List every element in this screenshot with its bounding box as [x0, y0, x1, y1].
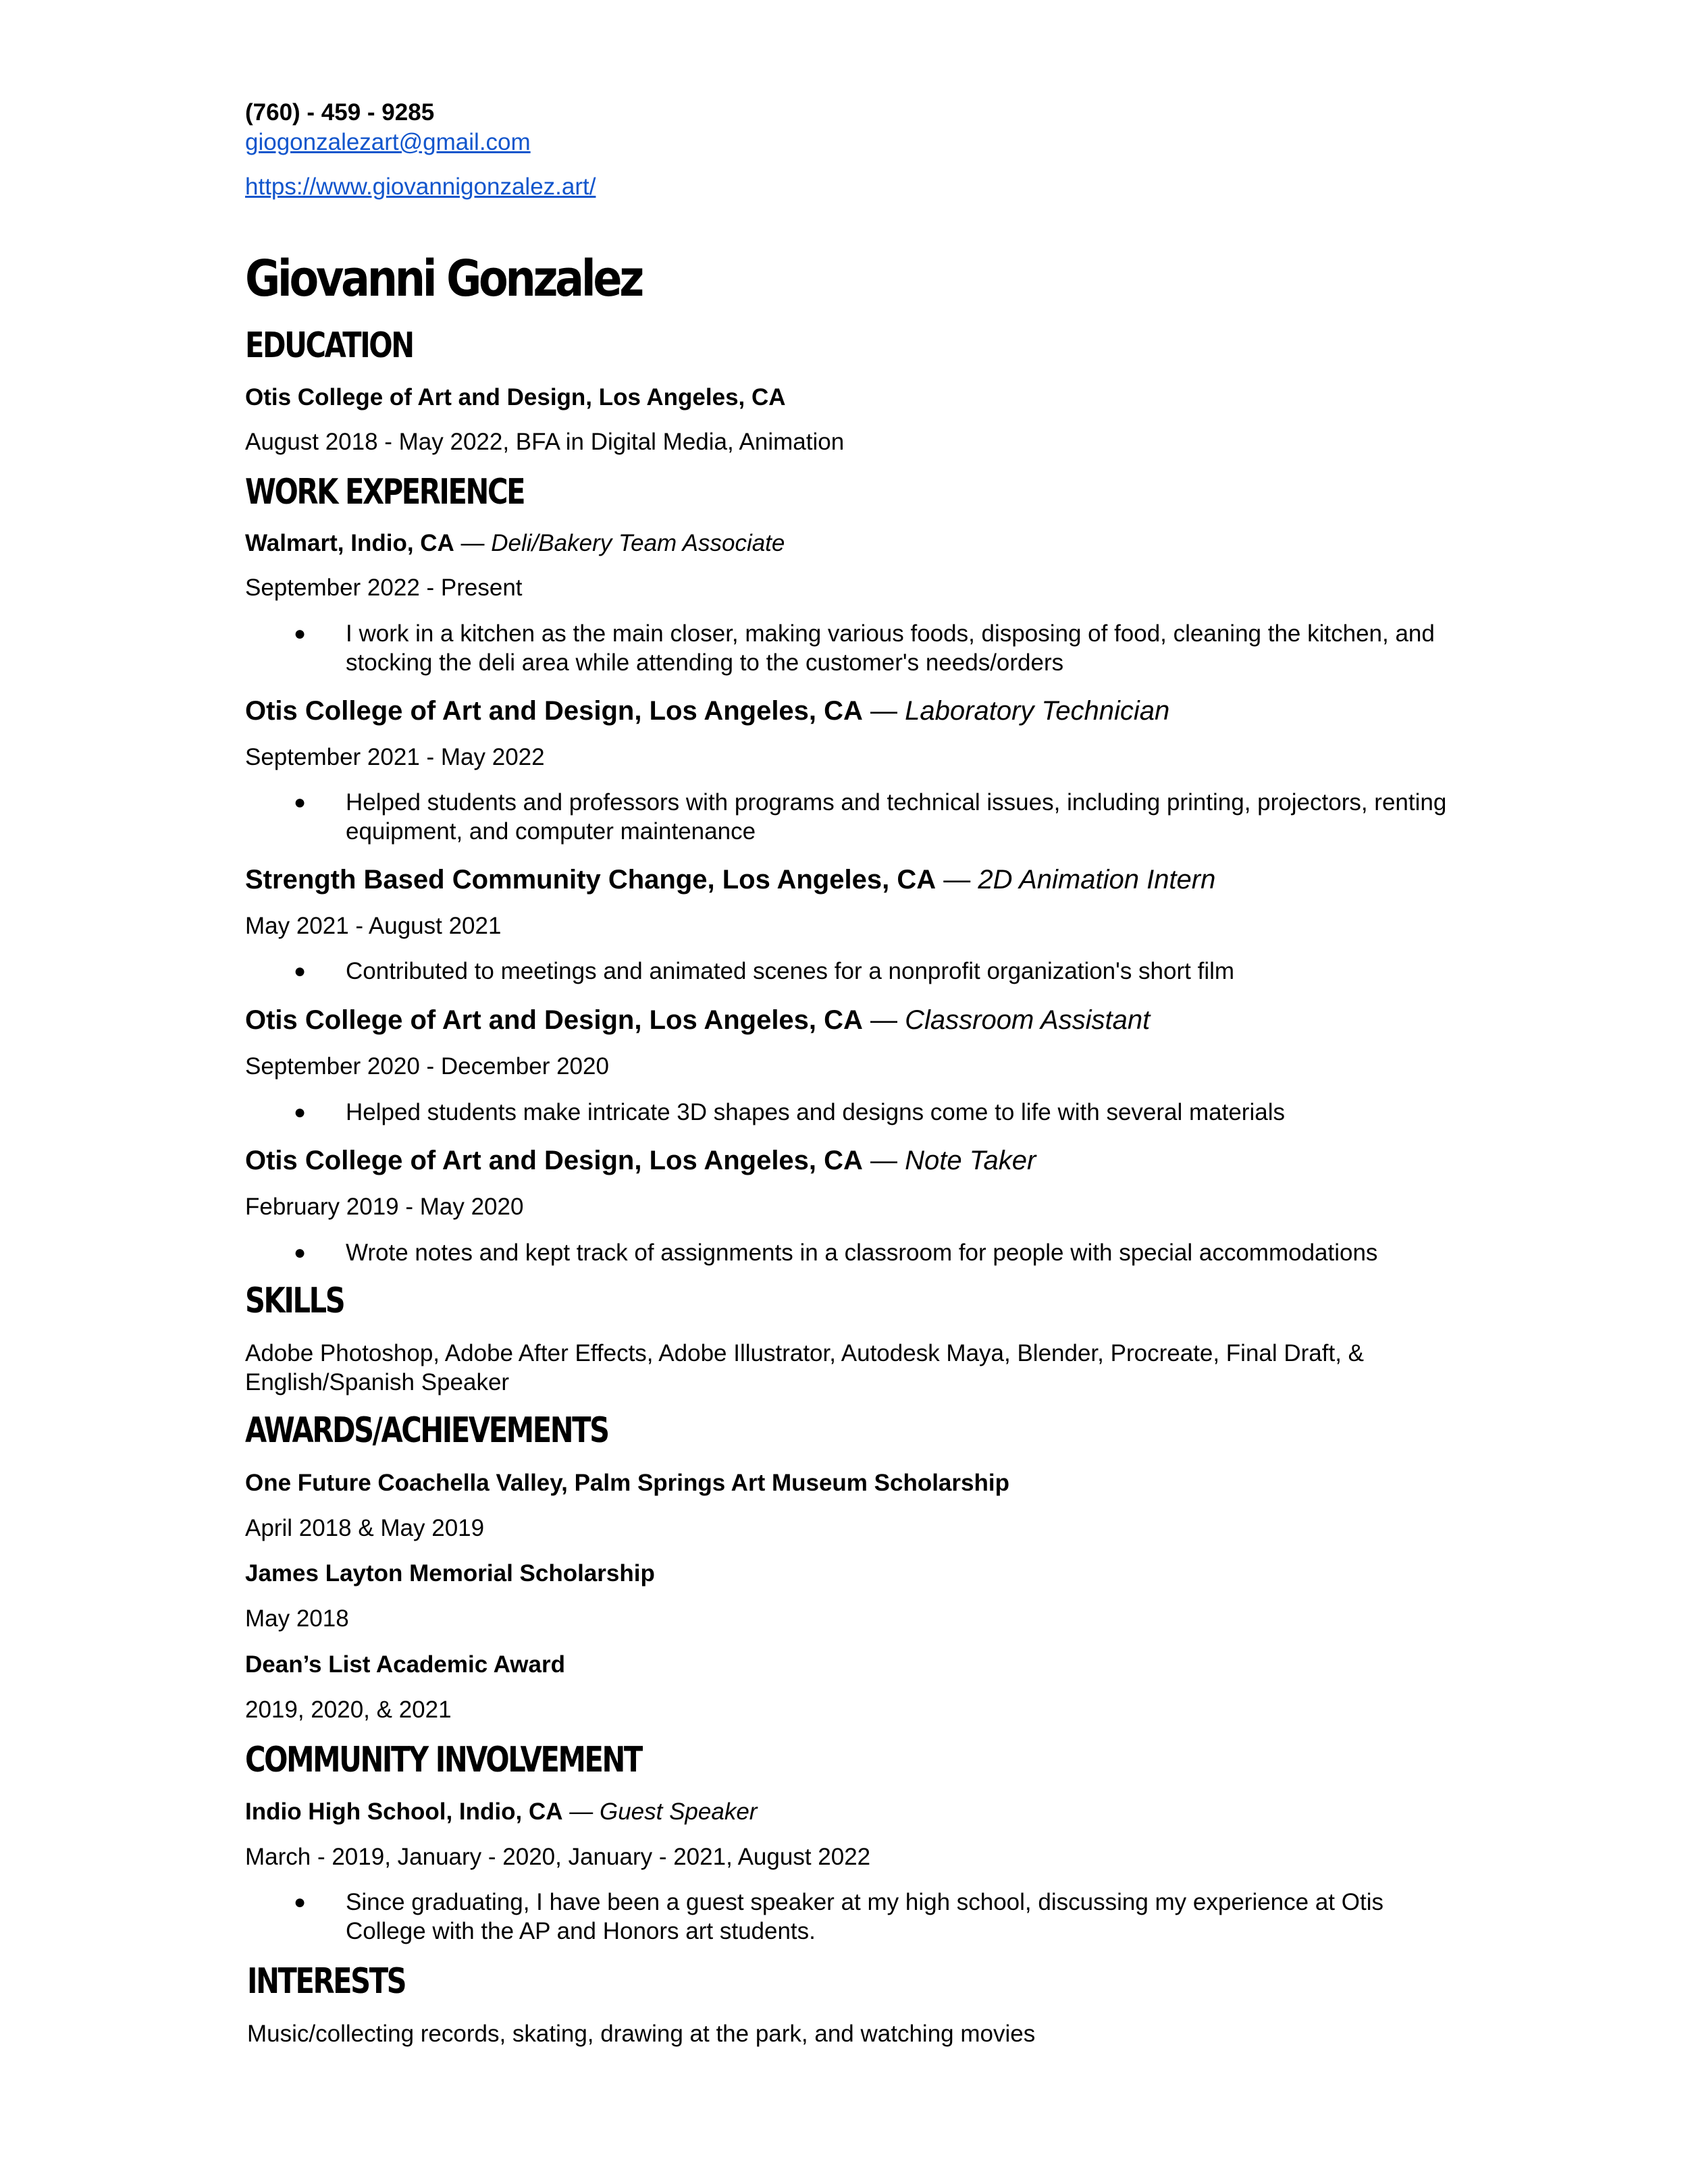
job-title-line — [245, 694, 1169, 728]
education-heading: EDUCATION — [245, 325, 413, 366]
job-dates: February 2019 - May 2020 — [245, 1194, 524, 1220]
job-dates: September 2021 - May 2022 — [245, 744, 545, 770]
work-experience-heading: WORK EXPERIENCE — [245, 472, 525, 512]
community-dates: March - 2019, January - 2020, January - 2021, August 2022 — [245, 1844, 871, 1870]
job-title-line — [245, 529, 785, 558]
job-description: Helped students make intricate 3D shapes and designs come to life with several materials — [346, 1099, 1285, 1125]
job-description: Helped students and professors with programs and technical issues, including printing, projectors, renting equipment, and computer maintenance — [346, 789, 1447, 845]
job-description: I work in a kitchen as the main closer, making various foods, disposing of food, cleaning the kitchen, and stocking the deli area while attending to the customer's needs/orders — [346, 620, 1435, 676]
interests-text: Music/collecting records, skating, drawing at the park, and watching movies — [247, 2021, 1036, 2047]
community-organization: Indio High School, Indio, CA — [245, 1799, 563, 1825]
job-organization: Otis College of Art and Design, Los Angeles, CA — [245, 1005, 863, 1035]
job-organization: Strength Based Community Change, Los Angeles, CA — [245, 865, 937, 895]
job-role: Note Taker — [905, 1146, 1036, 1175]
job-dates: September 2022 - Present — [245, 575, 523, 601]
phone-number: (760) - 459 - 9285 — [245, 99, 435, 126]
job-separator: — — [454, 530, 492, 556]
job-organization: Otis College of Art and Design, Los Angeles, CA — [245, 696, 863, 726]
award-date: 2019, 2020, & 2021 — [245, 1697, 452, 1723]
award-title: Dean’s List Academic Award — [245, 1651, 565, 1678]
bullet-icon: ● — [294, 791, 307, 814]
interests-heading: INTERESTS — [247, 1961, 406, 2002]
job-role: Classroom Assistant — [905, 1005, 1151, 1035]
skills-heading: SKILLS — [245, 1281, 344, 1321]
award-title: James Layton Memorial Scholarship — [245, 1560, 655, 1587]
job-dates: May 2021 - August 2021 — [245, 913, 502, 939]
community-description: Since graduating, I have been a guest speaker at my high school, discussing my experience at Otis College with the AP and Honors art students. — [346, 1889, 1383, 1944]
awards-heading: AWARDS/ACHIEVEMENTS — [245, 1410, 608, 1451]
award-date: April 2018 & May 2019 — [245, 1515, 485, 1541]
community-title-line — [245, 1797, 757, 1827]
award-date: May 2018 — [245, 1605, 349, 1632]
job-role: Laboratory Technician — [905, 696, 1170, 726]
bullet-icon: ● — [294, 1101, 307, 1123]
job-dates: September 2020 - December 2020 — [245, 1053, 609, 1080]
community-heading: COMMUNITY INVOLVEMENT — [245, 1740, 641, 1780]
job-separator: — — [862, 1005, 905, 1035]
job-role: Deli/Bakery Team Associate — [491, 530, 785, 556]
community-separator: — — [562, 1799, 600, 1825]
bullet-icon: ● — [294, 1891, 307, 1913]
email-link[interactable]: giogonzalezart@gmail.com — [245, 129, 531, 155]
bullet-icon: ● — [294, 622, 307, 645]
candidate-name: Giovanni Gonzalez — [245, 250, 641, 308]
job-organization: Otis College of Art and Design, Los Angeles, CA — [245, 1146, 863, 1175]
job-title-line — [245, 1003, 1150, 1037]
website-link[interactable]: https://www.giovannigonzalez.art/ — [245, 174, 596, 200]
job-title-line — [245, 863, 1215, 897]
job-organization: Walmart, Indio, CA — [245, 530, 454, 556]
job-separator: — — [862, 696, 905, 726]
job-separator: — — [936, 865, 978, 895]
bullet-icon: ● — [294, 1242, 307, 1264]
job-role: 2D Animation Intern — [978, 865, 1216, 895]
job-description: Wrote notes and kept track of assignments in a classroom for people with special accommodations — [346, 1240, 1378, 1266]
job-separator: — — [862, 1146, 905, 1175]
job-description: Contributed to meetings and animated scenes for a nonprofit organization's short film — [346, 958, 1235, 984]
job-title-line — [245, 1144, 1036, 1177]
skills-text: Adobe Photoshop, Adobe After Effects, Adobe Illustrator, Autodesk Maya, Blender, Procreate, Final Draft, & English/Spanish Speaker — [245, 1340, 1365, 1395]
education-details: August 2018 - May 2022, BFA in Digital Media, Animation — [245, 429, 845, 455]
award-title: One Future Coachella Valley, Palm Springs Art Museum Scholarship — [245, 1470, 1009, 1496]
community-role: Guest Speaker — [599, 1799, 758, 1825]
education-school: Otis College of Art and Design, Los Angeles, CA — [245, 384, 786, 410]
bullet-icon: ● — [294, 960, 307, 982]
